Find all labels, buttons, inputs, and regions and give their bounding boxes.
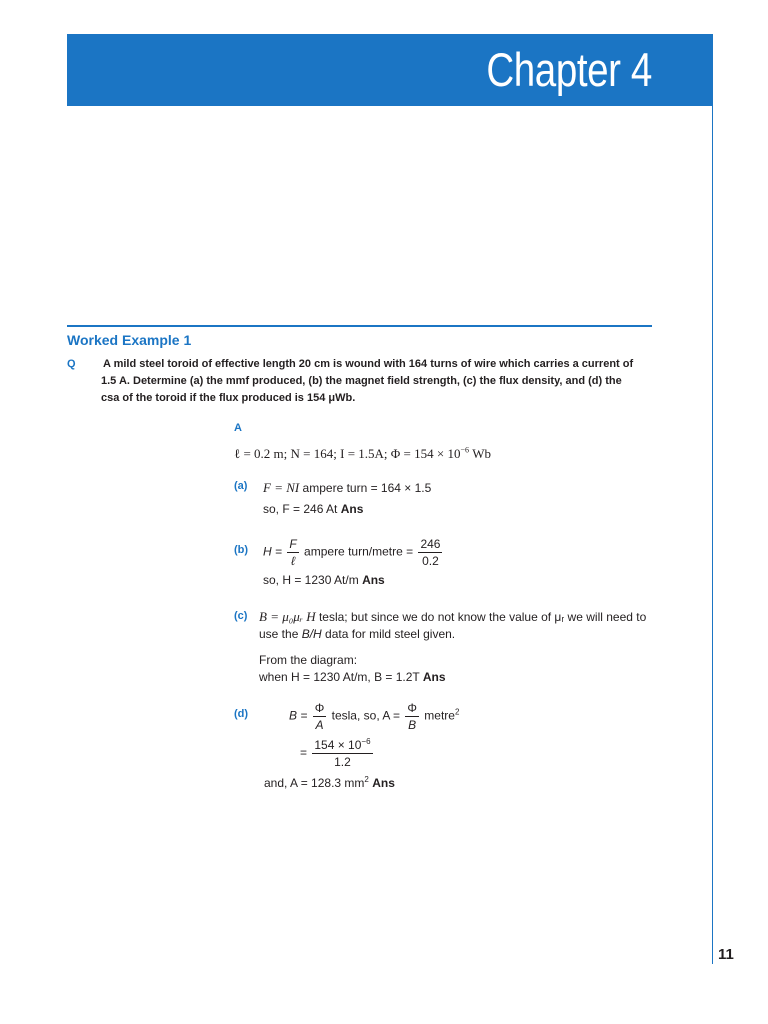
- page-number: 11: [718, 946, 734, 963]
- part-d-unit-exponent: 2: [454, 707, 460, 717]
- part-d-frac1-num: Φ: [314, 701, 325, 715]
- part-c-label: (c): [234, 610, 248, 622]
- part-b-frac1-den: ℓ: [287, 552, 298, 569]
- part-c-equation: B = μ₀μᵣ H: [259, 609, 316, 624]
- part-d-frac3-num-text: 154 × 10: [314, 738, 362, 752]
- question-line-2: 1.5 A. Determine (a) the mmf produced, (b) the magnet field strength, (c) the flux density, and (d) the: [101, 375, 622, 387]
- part-b-label: (b): [234, 544, 249, 556]
- part-d-lhs: B =: [289, 708, 308, 723]
- part-b-frac1-num: F: [289, 537, 297, 551]
- part-a-eq-text: ampere turn = 164 × 1.5: [299, 481, 432, 495]
- given-text: ℓ = 0.2 m; N = 164; I = 1.5A; Φ = 154 × 10: [234, 446, 461, 461]
- given-exponent: −6: [460, 445, 469, 455]
- part-b-mid-text: ampere turn/metre =: [304, 544, 414, 559]
- part-d-equation-2: [300, 737, 375, 770]
- part-d-result: [264, 775, 395, 791]
- part-b-equation: [263, 536, 444, 569]
- part-c-line-2: [259, 626, 455, 642]
- part-d-result-text: and, A = 128.3 mm: [264, 776, 365, 790]
- chapter-title: Chapter 4: [486, 43, 652, 96]
- given-values: [234, 446, 491, 462]
- part-a-result-text: so, F = 246 At: [263, 502, 341, 516]
- part-b-lhs: H =: [263, 544, 283, 559]
- part-d-frac2-den: B: [405, 716, 419, 733]
- answer-label: A: [234, 422, 242, 434]
- part-a-ans: Ans: [340, 502, 364, 516]
- question-line-1: A mild steel toroid of effective length 20 cm is wound with 164 turns of wire which carries a current of: [103, 358, 634, 370]
- part-d-frac3-den: 1.2: [312, 753, 372, 770]
- part-d-frac3-num: [312, 737, 372, 753]
- part-b-result-text: so, H = 1230 At/m: [263, 573, 363, 587]
- part-d-frac1-den: A: [313, 716, 327, 733]
- question-label: Q: [67, 358, 76, 370]
- part-a-lhs: F = NI: [263, 480, 300, 495]
- part-d-frac2-num: Φ: [407, 701, 417, 715]
- part-c-line-4: [259, 669, 446, 685]
- part-a-result: [263, 501, 363, 517]
- part-c-line2-italic: B/H: [301, 627, 322, 641]
- part-b-fraction-2: [418, 536, 442, 569]
- part-b-frac2-den: 0.2: [418, 552, 442, 569]
- part-d-mid-text: tesla, so, A =: [331, 708, 401, 723]
- part-b-fraction-1: [287, 536, 298, 569]
- margin-rule: [712, 106, 713, 964]
- part-d-equation: [289, 700, 459, 733]
- chapter-banner: [67, 34, 713, 106]
- part-d-frac3-num-exponent: −6: [361, 737, 371, 746]
- question-line-3: csa of the toroid if the flux produced is 154 μWb.: [101, 392, 356, 404]
- part-d-fraction-1: [313, 700, 327, 733]
- part-d-fraction-3: [312, 737, 372, 770]
- part-c-line1-text: tesla; but since we do not know the value of μᵣ we will need to: [315, 610, 647, 624]
- part-b-ans: Ans: [362, 573, 385, 587]
- part-c-line-3: From the diagram:: [259, 653, 358, 667]
- part-c-line2-post: data for mild steel given.: [321, 627, 456, 641]
- part-c-ans: Ans: [422, 670, 446, 684]
- part-d-unit: metre: [424, 708, 455, 723]
- section-divider: [67, 325, 652, 327]
- part-b-result: [263, 572, 385, 588]
- part-b-frac2-num: 246: [420, 537, 441, 551]
- part-d-result-exponent: 2: [364, 775, 369, 784]
- part-c-line2-pre: use the: [259, 627, 302, 641]
- part-d-eq2-prefix: =: [300, 745, 308, 760]
- part-d-ans: Ans: [372, 776, 395, 790]
- given-unit: Wb: [468, 446, 491, 461]
- part-c-line4-text: when H = 1230 At/m, B = 1.2T: [259, 670, 423, 684]
- part-a-label: (a): [234, 480, 248, 492]
- example-heading: Worked Example 1: [67, 332, 192, 348]
- part-d-fraction-2: [405, 700, 419, 733]
- part-d-label: (d): [234, 708, 249, 720]
- part-c-line-1: [259, 609, 646, 625]
- question-text: [101, 356, 649, 407]
- part-a-equation: [263, 480, 431, 496]
